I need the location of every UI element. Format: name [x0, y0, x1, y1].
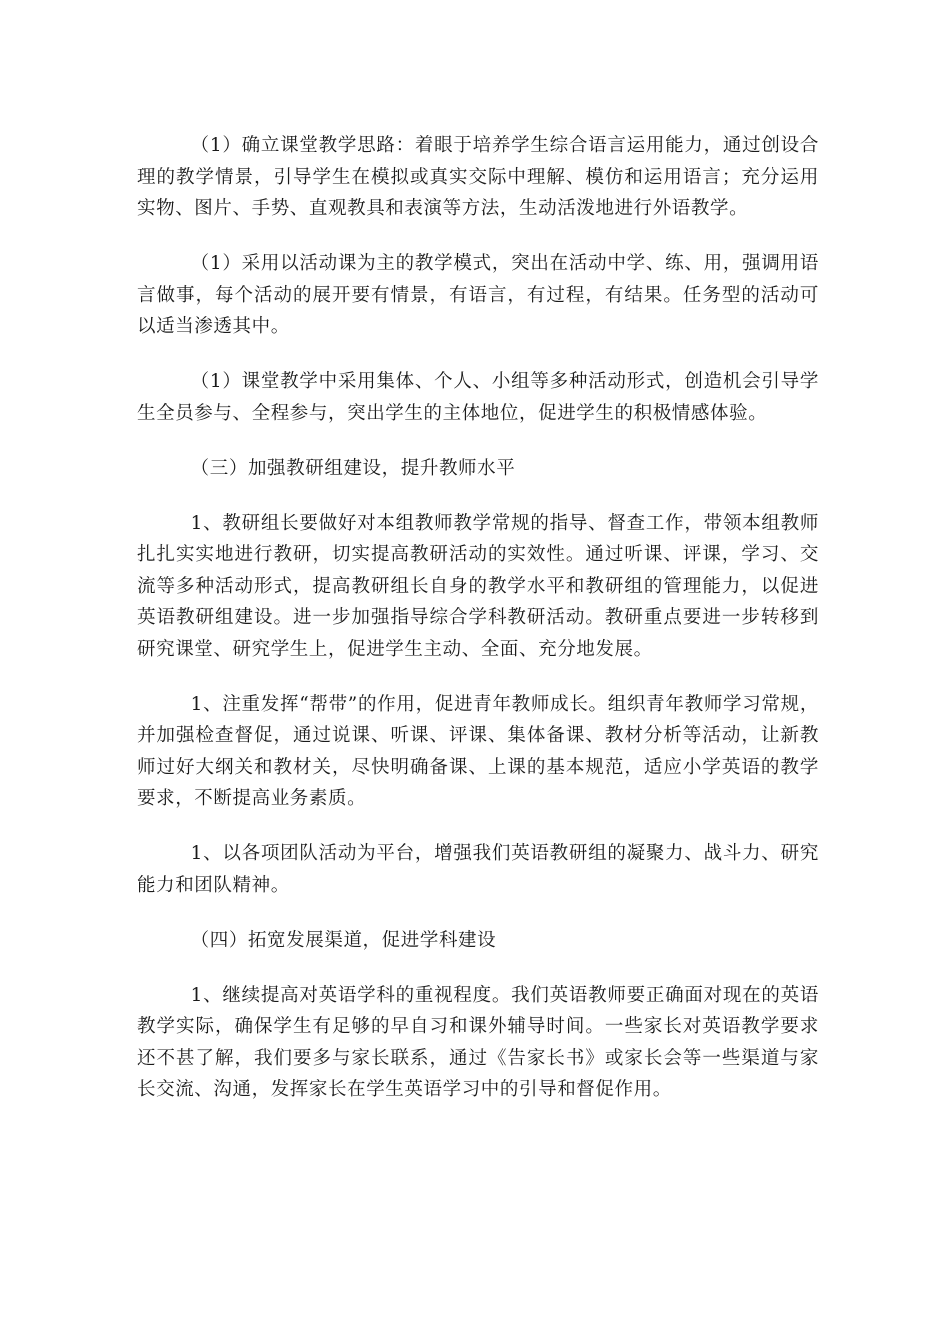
paragraph-team-activities: 1、以各项团队活动为平台，增强我们英语教研组的凝聚力、战斗力、研究能力和团队精神。 [137, 843, 819, 896]
section-heading-3: （三）加强教研组建设，提升教师水平 [190, 457, 516, 479]
paragraph-activity-forms: （1）课堂教学中采用集体、个人、小组等多种活动形式，创造机会引导学生全员参与、全程参与，突出学生的主体地位，促进学生的积极情感体验。 [137, 371, 819, 424]
paragraph-teaching-approach: （1）确立课堂教学思路：着眼于培养学生综合语言运用能力，通过创设合理的教学情景，引导学生在模拟或真实交际中理解、模仿和运用语言；充分运用实物、图片、手势、直观教具和表演等方法，生动活泼地进行外语教学。 [137, 135, 819, 219]
paragraph-activity-mode: （1）采用以活动课为主的教学模式，突出在活动中学、练、用，强调用语言做事，每个活动的展开要有情景，有语言，有过程，有结果。任务型的活动可以适当渗透其中。 [137, 253, 819, 337]
paragraph-group-leader: 1、教研组长要做好对本组教师教学常规的指导、督查工作，带领本组教师扎扎实实地进行教研，切实提高教研活动的实效性。通过听课、评课，学习、交流等多种活动形式，提高教研组长自身的教学水平和教研组的管理能力，以促进英语教研组建设。进一步加强指导综合学科教研活动。教研重点要进一步转移到研究课堂、研究学生上，促进学生主动、全面、充分地发展。 [137, 512, 819, 660]
paragraph-mentoring: 1、注重发挥“帮带”的作用，促进青年教师成长。组织青年教师学习常规，并加强检查督促，通过说课、听课、评课、集体备课、教材分析等活动，让新教师过好大纲关和教材关，尽快明确备课、上课的基本规范，适应小学英语的教学要求，不断提高业务素质。 [137, 693, 819, 809]
paragraph-subject-importance: 1、继续提高对英语学科的重视程度。我们英语教师要正确面对现在的英语教学实际，确保学生有足够的早自习和课外辅导时间。一些家长对英语教学要求还不甚了解，我们要多与家长联系，通过《告家长书》或家长会等一些渠道与家长交流、沟通，发挥家长在学生英语学习中的引导和督促作用。 [137, 984, 819, 1100]
document-body [137, 130, 819, 1129]
section-heading-4: （四）拓宽发展渠道，促进学科建设 [190, 929, 497, 951]
